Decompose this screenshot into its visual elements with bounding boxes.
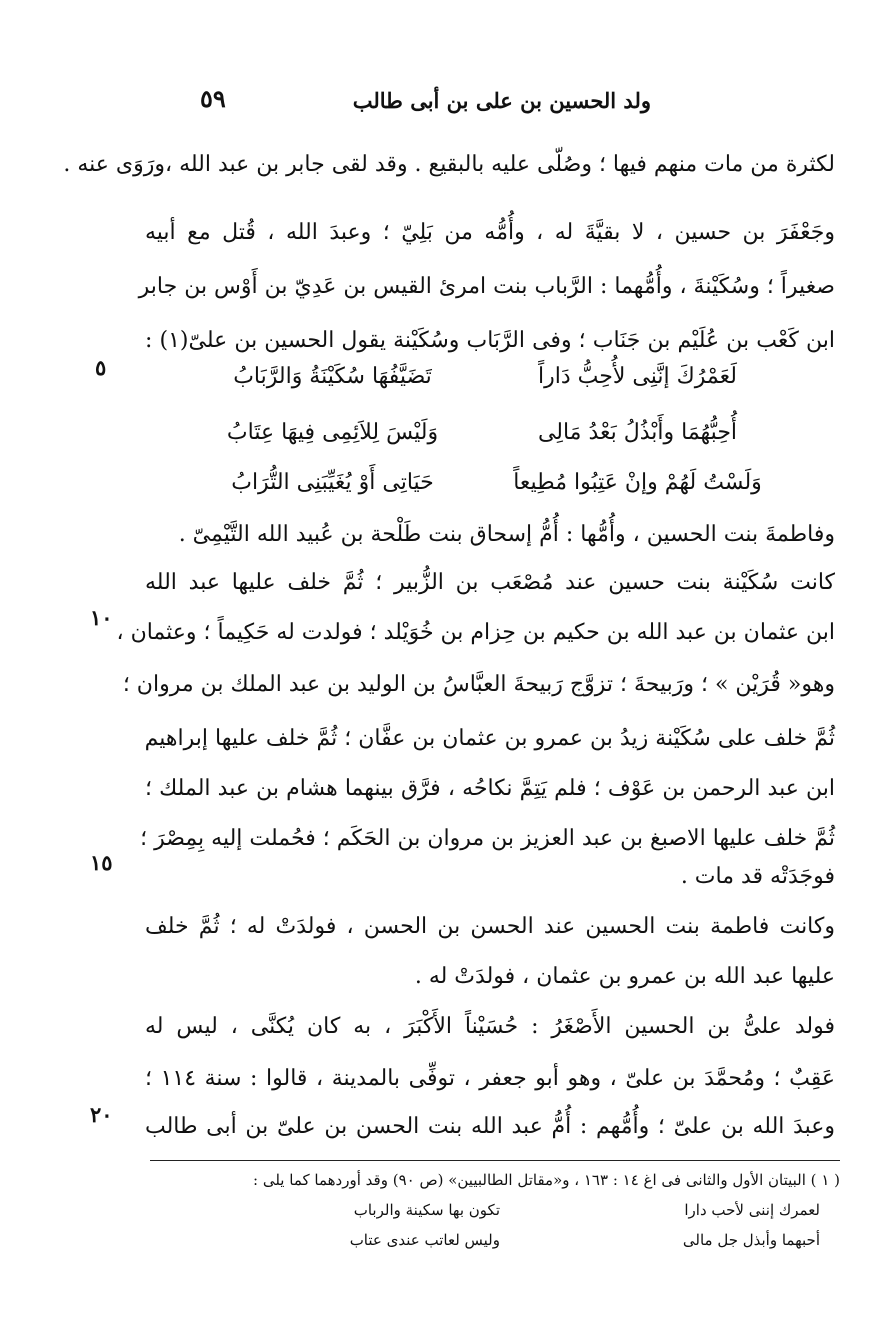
page-number: ٥٩: [200, 84, 226, 113]
verse-second-hemistich: تَضَيَّفُهَا سُكَيْنَةُ وَالرَّبَابُ: [233, 364, 432, 389]
verse-first-hemistich: لَعَمْرُكَ إنَّنِى لأُحِبُّ دَاراً: [538, 364, 737, 389]
line-number-15: ١٥: [90, 850, 113, 875]
text-line: عَقِبٌ ؛ ومُحمَّدَ بن علىّ ، وهو أبو جعفر ، توفِّى بالمدينة ، قالوا : سنة ١١٤ ؛: [145, 1066, 835, 1091]
text-line: فولد علىُّ بن الحسين الأَصْغَرُ : حُسَيْناً الأَكْبَرَ ، به كان يُكنَّى ، ليس له: [145, 1014, 835, 1039]
footnote-verse: [200, 1198, 820, 1222]
text-line: فوجَدَتْه قد مات .: [680, 864, 835, 889]
text-line: وجَعْفَرَ بن حسين ، لا بقيَّةَ له ، وأُمُّه من بَلِيّ ؛ وعبدَ الله ، قُتل مع أبيه: [145, 220, 835, 245]
text-line: عليها عبد الله بن عمرو بن عثمان ، فولدَتْ له .: [414, 964, 835, 989]
verse-second-hemistich: وليس لعاتب عندى عتاب: [349, 1231, 500, 1249]
line-number-10: ١٠: [90, 605, 113, 630]
text-line: ابن عبد الرحمن بن عَوْف ؛ فلم يَتِمَّ نكاحُه ، فرَّق بينهما هشام بن عبد الملك ؛: [145, 776, 835, 801]
text-line: وعبدَ الله بن علىّ ؛ وأُمُّهم : أُمُّ عبد الله بنت الحسن بن علىّ بن أبى طالب: [145, 1114, 835, 1139]
text-line: ثُمَّ خلف عليها الاصبغ بن عبد العزيز بن مروان بن الحَكَم ؛ فحُملت إليه بِمِصْرَ ؛: [140, 826, 835, 851]
text-line: كانت سُكَيْنة بنت حسين عند مُصْعَب بن الزُّبير ؛ ثُمَّ خلف عليها عبد الله: [145, 570, 835, 595]
poem-verse: [205, 468, 765, 498]
line-number-5: ٥: [95, 355, 107, 380]
verse-second-hemistich: وَلَيْسَ لِلاَئِمِى فِيهَا عِتَابُ: [226, 420, 439, 445]
poem-verse: [205, 362, 765, 392]
text-line: لكثرة من مات منهم فيها ؛ وصُلّى عليه بالبقيع . وقد لقى جابر بن عبد الله ،ورَوَى عنه .: [63, 152, 835, 177]
verse-second-hemistich: حَيَاتِى أَوْ يُغَيِّبَنِى التُّرَابُ: [231, 470, 434, 495]
verse-first-hemistich: أحبهما وأبذل جل مالى: [682, 1231, 820, 1249]
text-line: وفاطمةَ بنت الحسين ، وأُمُّها : أُمُّ إسحاق بنت طَلْحة بن عُبيد الله التَّيْمِىّ .: [178, 522, 835, 547]
text-line: ثُمَّ خلف على سُكَيْنة زيدُ بن عمرو بن عثمان بن عفَّان ؛ ثُمَّ خلف عليها إبراهيم: [144, 726, 835, 751]
verse-second-hemistich: تكون بها سكينة والرباب: [353, 1201, 500, 1219]
footnote-verse: [200, 1228, 820, 1252]
text-line: وهو« قُرَيْن » ؛ ورَبيحةَ ؛ تزوَّج رَبيحةَ العبَّاسُ بن الوليد بن عبد الملك بن مروان ؛: [122, 672, 835, 697]
text-line: صغيراً ؛ وسُكَيْنةَ ، وأُمُّهما : الرَّباب بنت امرئ القيس بن عَدِيّ بن أَوْس بن جابر: [138, 274, 835, 299]
verse-first-hemistich: لعمرك إننى لأحب دارا: [684, 1201, 820, 1219]
verse-first-hemistich: أُحِبُّهُمَا وأَبْذُلُ بَعْدُ مَالِى: [537, 420, 738, 445]
page-header: [0, 84, 891, 124]
line-number-20: ٢٠: [90, 1102, 113, 1127]
poem-verse: [205, 418, 765, 448]
verse-first-hemistich: وَلَسْتُ لَهُمْ وإنْ عَتِبُوا مُطِيعاً: [513, 470, 762, 495]
text-line: ابن كَعْب بن عُلَيْم بن جَنَاب ؛ وفى الرَّبَاب وسُكَيْنة يقول الحسين بن علىّ(١) :: [145, 328, 835, 353]
footnote-text: ( ١ ) البيتان الأول والثانى فى اغ ١٤ : ١٦٣ ، و«مقاتل الطالبيين» (ص ٩٠) وقد أوردهما كما يلى :: [253, 1171, 840, 1189]
text-line: ابن عثمان بن عبد الله بن حكيم بن حِزام بن خُوَيْلد ؛ فولدت له حَكِيماً ؛ وعثمان ،: [116, 620, 835, 645]
footnote-separator: [150, 1160, 840, 1161]
running-title: ولد الحسين بن على بن أبى طالب: [352, 88, 651, 113]
text-line: وكانت فاطمة بنت الحسين عند الحسن بن الحسن ، فولدَتْ له ؛ ثُمَّ خلف: [145, 914, 835, 939]
